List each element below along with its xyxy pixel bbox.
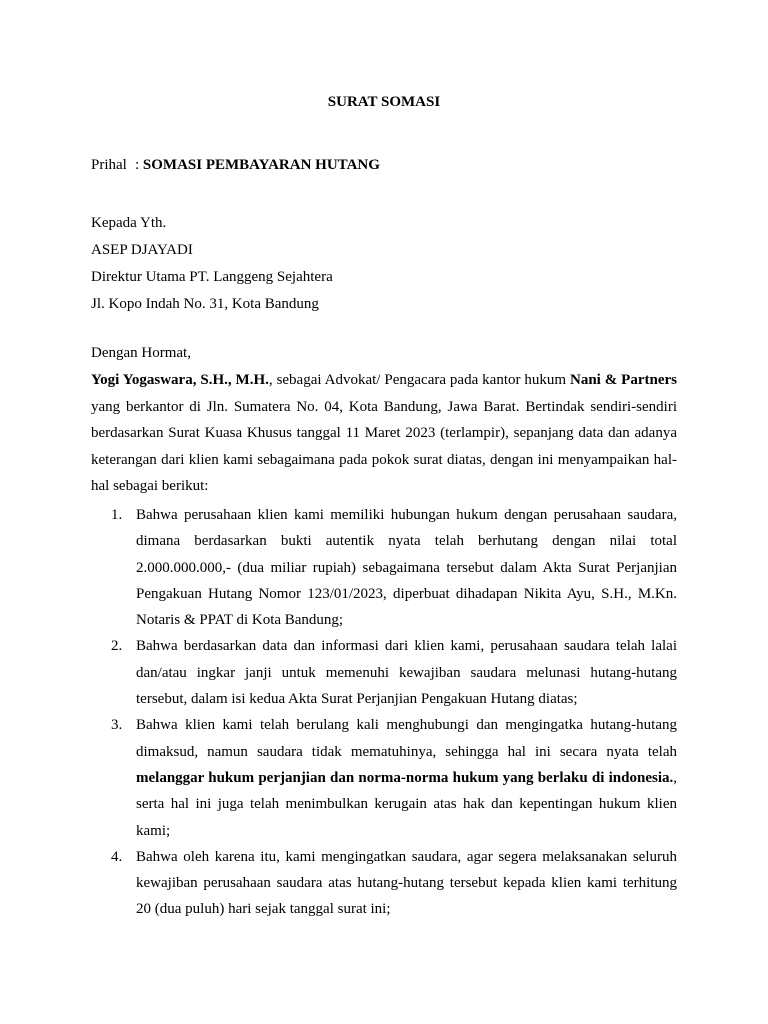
- list-item-text: Bahwa oleh karena itu, kami mengingatkan saudara, agar segera melaksanakan seluruh kewajiban perusahaan saudara atas hutang-hutang tersebut kepada klien kami terhitung 20 (dua puluh) hari sejak tanggal surat ini;: [136, 848, 677, 918]
- intro-text-2: yang berkantor di Jln. Sumatera No. 04, Kota Bandung, Jawa Barat. Bertindak sendiri-sendiri berdasarkan Surat Kuasa Khusus tanggal 11 Maret 2023 (terlampir), sepanjang data dan adanya keterangan dari klien kami sebagaimana pada pokok surat diatas, dengan ini menyampaikan hal-hal sebagai berikut:: [91, 398, 677, 494]
- list-item-text: , serta hal ini juga telah menimbulkan kerugain atas hak dan kepentingan hukum klien kami;: [136, 769, 677, 839]
- recipient-name: ASEP DJAYADI: [91, 242, 193, 258]
- list-item-number: 3.: [111, 717, 123, 734]
- recipient-block: [91, 210, 333, 318]
- subject-label: Prihal: [91, 157, 127, 173]
- recipient-title: Direktur Utama PT. Langgeng Sejahtera: [91, 269, 333, 285]
- list-item: [91, 844, 677, 923]
- list-item-number: 2.: [111, 638, 123, 655]
- list-item-text: Bahwa perusahaan klien kami memiliki hubungan hukum dengan perusahaan saudara, dimana berdasarkan bukti autentik nyata telah berhutang dengan nilai total 2.000.000.000,- (dua miliar rupiah) sebagaimana tersebut dalam Akta Surat Perjanjian Pengakuan Hutang Nomor 123/01/2023, diperbuat dihadapan Nikita Ayu, S.H., M.Kn. Notaris & PPAT di Kota Bandung;: [136, 507, 677, 629]
- intro-paragraph: [91, 367, 677, 500]
- recipient-salutation: Kepada Yth.: [91, 215, 167, 231]
- recipient-address: Jl. Kopo Indah No. 31, Kota Bandung: [91, 296, 319, 312]
- list-item: [91, 712, 677, 843]
- subject-line: [91, 156, 380, 174]
- list-item-text: Bahwa berdasarkan data dan informasi dari klien kami, perusahaan saudara telah lalai dan/atau ingkar janji untuk memenuhi kewajiban saudara melunasi hutang-hutang tersebut, dalam isi kedua Akta Surat Perjanjian Pengakuan Hutang diatas;: [136, 638, 677, 708]
- intro-text-1: , sebagai Advokat/ Pengacara pada kantor hukum: [268, 372, 570, 388]
- subject-separator: :: [135, 157, 140, 173]
- list-item: [91, 502, 677, 633]
- law-firm-name: Nani & Partners: [570, 372, 677, 388]
- advocate-name: Yogi Yogaswara, S.H., M.H.: [91, 372, 269, 388]
- list-item-number: 1.: [111, 507, 123, 523]
- list-item-emphasis: melanggar hukum perjanjian dan norma-norma hukum yang berlaku di indonesia.: [136, 769, 674, 786]
- greeting: Dengan Hormat,: [91, 345, 191, 361]
- list-item: [91, 633, 677, 712]
- letter-title: SURAT SOMASI: [327, 94, 441, 110]
- subject-value: SOMASI PEMBAYARAN HUTANG: [142, 157, 380, 173]
- list-item-text: Bahwa klien kami telah berulang kali menghubungi dan mengingatka hutang-hutang dimaksud, namun saudara tidak mematuhinya, sehingga hal ini secara nyata telah: [136, 717, 677, 760]
- list-item-number: 4.: [111, 848, 123, 865]
- points-list: [91, 502, 677, 923]
